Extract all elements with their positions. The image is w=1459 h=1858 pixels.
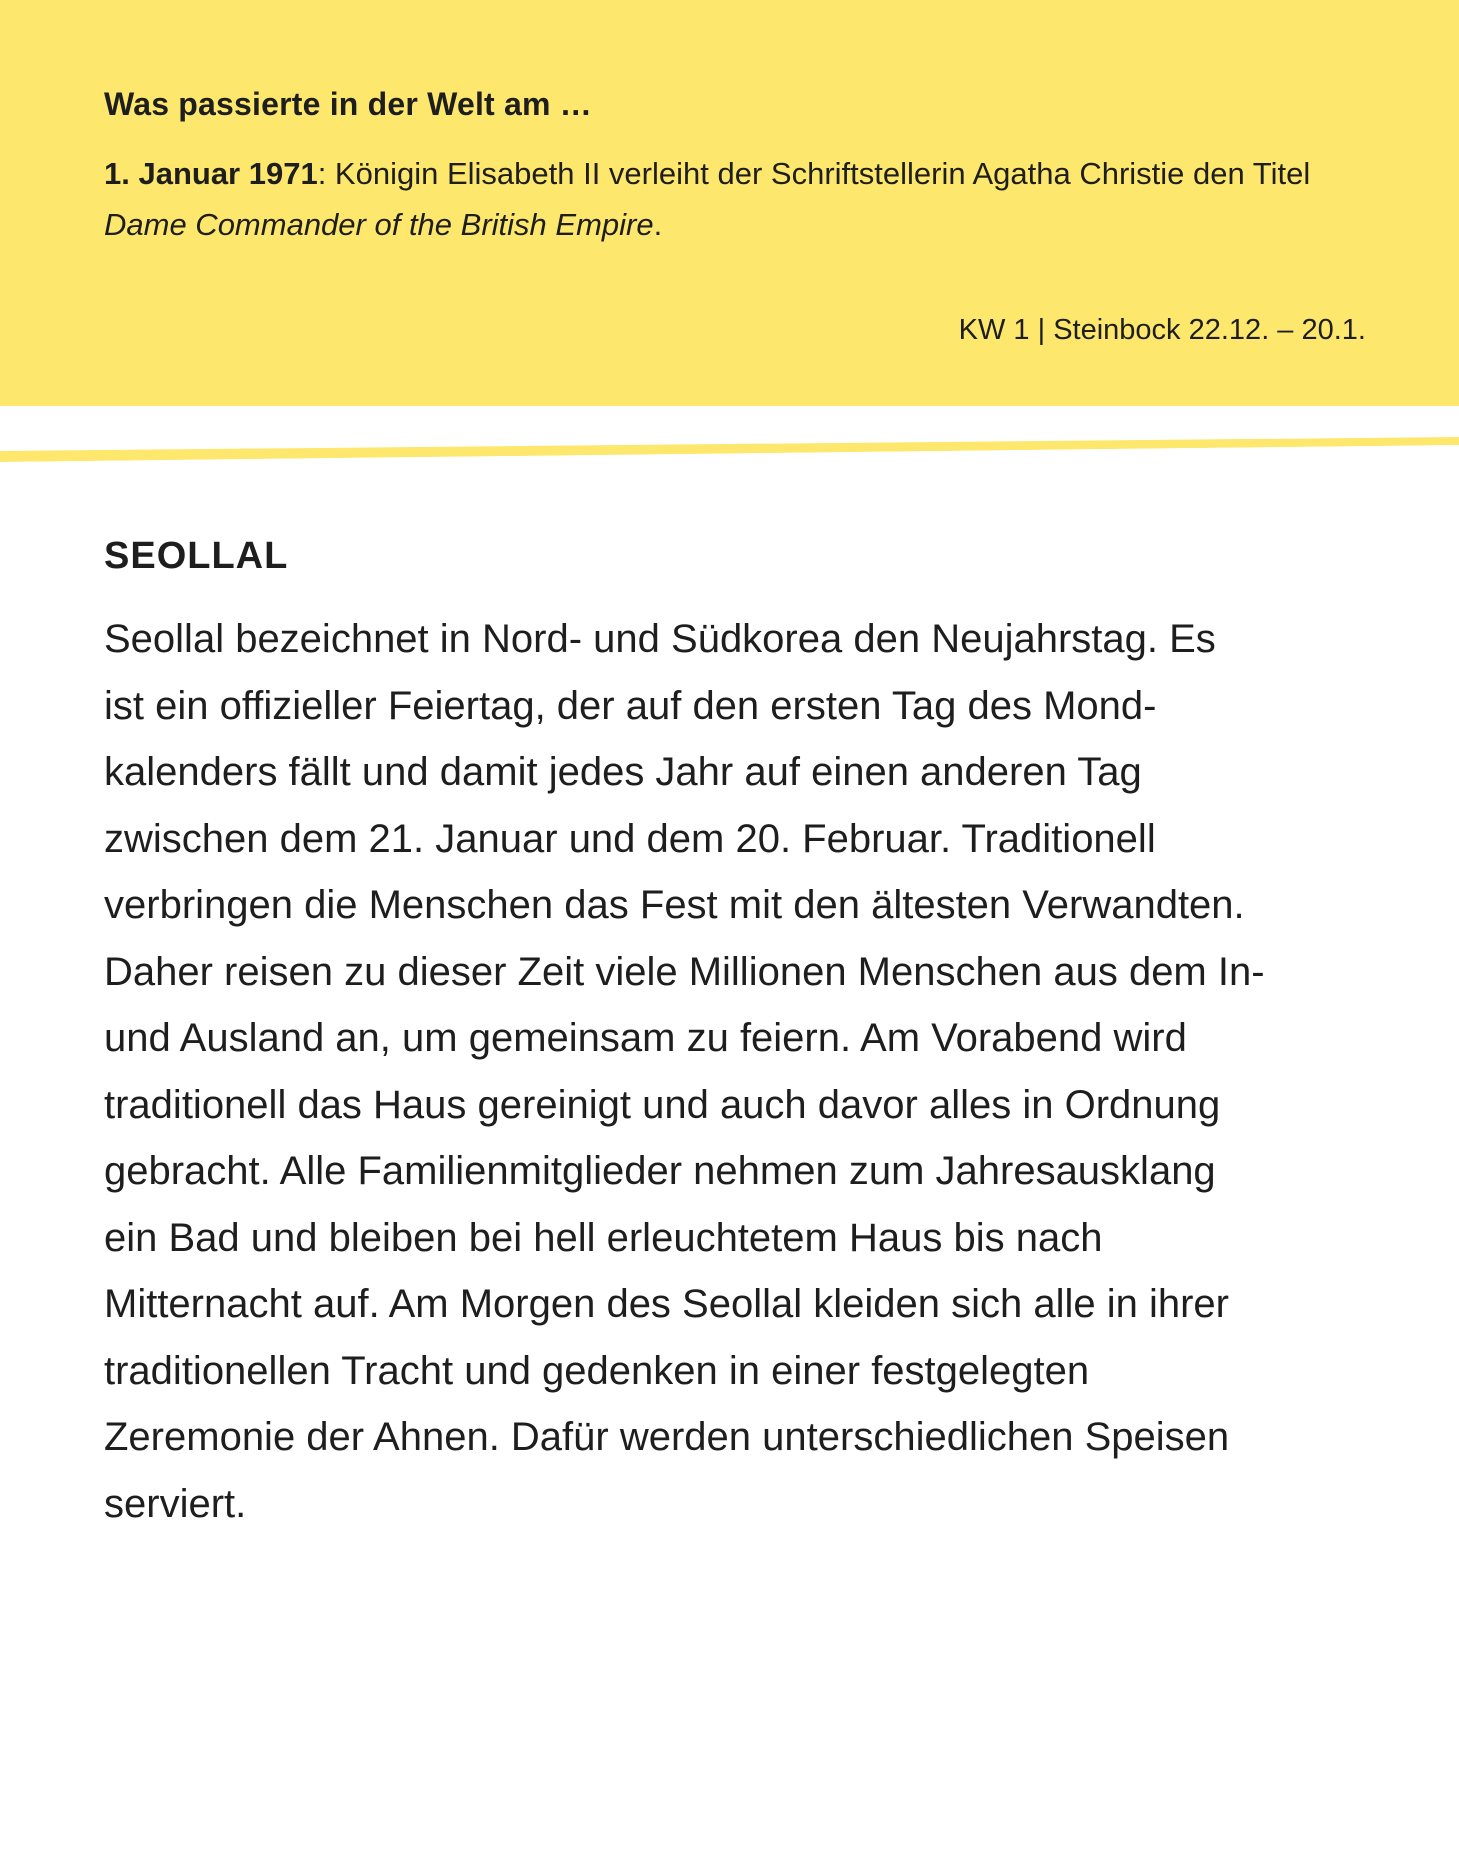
- body-line: Seollal bezeichnet in Nord- und Südkorea den Neujahrstag. Es: [104, 617, 1216, 661]
- body-line: zwischen dem 21. Januar und dem 20. Februar. Traditionell: [104, 816, 1156, 861]
- body-line: Daher reisen zu dieser Zeit viele Millionen Menschen aus dem In-: [104, 949, 1265, 994]
- article-title: SEOLLAL: [104, 535, 289, 577]
- body-line: verbringen die Menschen das Fest mit den ältesten Verwandten.: [104, 883, 1245, 927]
- body-line: ist ein offizieller Feiertag, der auf den ersten Tag des Mond-: [104, 683, 1157, 728]
- historical-event: [104, 148, 1354, 250]
- body-line: gebracht. Alle Familienmitglieder nehmen zum Jahresausklang: [104, 1149, 1216, 1193]
- body-line: traditionellen Tracht und gedenken in einer festgelegten: [104, 1348, 1090, 1393]
- body-line: Mitternacht auf. Am Morgen des Seollal kleiden sich alle in ihrer: [104, 1282, 1229, 1326]
- decorative-stripes: [0, 395, 1459, 485]
- body-line: Zeremonie der Ahnen. Dafür werden unterschiedlichen Speisen: [104, 1415, 1230, 1459]
- body-line: traditionell das Haus gereinigt und auch davor alles in Ordnung: [104, 1082, 1221, 1127]
- event-description-end: .: [653, 207, 663, 242]
- event-description: : Königin Elisabeth II verleiht der Schriftstellerin Agatha Christie den Titel: [317, 156, 1311, 191]
- event-title-italic: Dame Commander of the British Empire: [104, 207, 654, 242]
- week-info: KW 1 | Steinbock 22.12. – 20.1.: [958, 314, 1366, 346]
- header-heading: Was passierte in der Welt am …: [104, 86, 592, 122]
- body-line: serviert.: [104, 1481, 247, 1526]
- article-body: [104, 606, 1379, 1537]
- event-date: 1. Januar 1971: [104, 156, 318, 191]
- body-line: und Ausland an, um gemeinsam zu feiern. Am Vorabend wird: [104, 1016, 1187, 1060]
- body-line: kalenders fällt und damit jedes Jahr auf einen anderen Tag: [104, 750, 1142, 794]
- body-line: ein Bad und bleiben bei hell erleuchtetem Haus bis nach: [104, 1215, 1103, 1260]
